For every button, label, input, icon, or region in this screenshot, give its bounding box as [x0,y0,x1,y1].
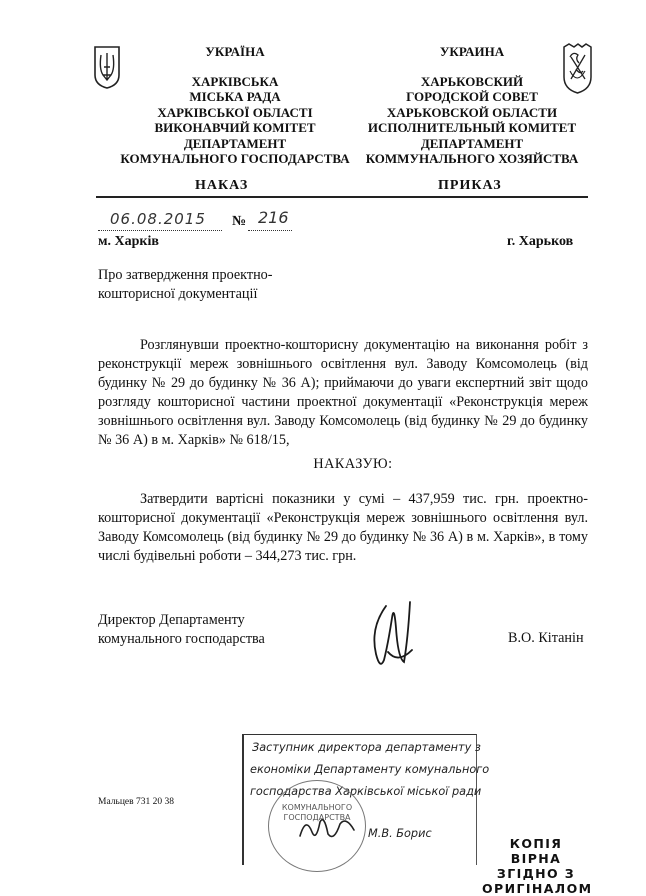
signature-position-line: Директор Департаменту [98,612,245,628]
executor-note: Мальцев 731 20 38 [98,797,174,807]
handwritten-date: 06.08.2015 [110,210,206,228]
seal-text: КОМУНАЛЬНОГО ГОСПОДАРСТВА [281,803,353,822]
number-label: № [232,214,247,229]
doc-type-ru: ПРИКАЗ [438,178,502,193]
paragraph-preamble: Розглянувши проектно-кошторисну документацію на виконання робіт з реконструкції мереж зовнішнього освітлення вул. Заводу Комсомолець (від будинку № 29 до будинку № 36 А); приймаючи до уваги експертний звіт щодо розгляду кошторисної частини проектної документації «Реконструкція мереж зовнішнього освітлення вул. Заводу Комсомолець (від будинку № 29 до будинку № 36 А) в м. Харків» № 618/15, [98,337,588,448]
stamp-signature-scribble [298,812,358,846]
paragraph-decision: Затвердити вартісні показники у сумі – 437,959 тис. грн. проектно-кошторисної документації «Реконструкція мереж зовнішнього освітлення вул. Заводу Комсомолець (від будинку № 29 до будинку № 36 А) в м. Харків», в тому числі будівельні роботи – 344,273 тис. грн. [98,491,588,564]
doc-type-ua: НАКАЗ [195,178,249,193]
header-ru-line: КОММУНАЛЬНОГО ХОЗЯЙСТВА [365,151,579,166]
header-ru-line: ГОРОДСКОЙ СОВЕТ [406,89,538,104]
header-ru-country: УКРАИНА [439,44,505,59]
signature-position-line: комунального господарства [98,631,265,647]
stamp-line: Заступник директора департаменту з [252,741,481,754]
header-ua-line: ХАРКІВСЬКА [191,73,279,89]
subject-line: Про затвердження проектно- [98,267,273,283]
subject-line: кошторисної документації [98,286,258,302]
stamp-signer: М.В. Борис [368,827,432,840]
city-ua: м. Харків [98,234,159,249]
subject [98,266,273,304]
stamp-line: господарства Харківської міської ради [250,785,482,798]
header-ru-line: ХАРЬКОВСКИЙ [420,73,524,89]
header-ru-line: ИСПОЛНИТЕЛЬНЫЙ КОМИТЕТ [367,120,577,135]
copy-mark-line: ЗГІДНО З [496,866,576,881]
copy-mark-line: КОПІЯ ВІРНА [509,836,563,866]
stamp-line: економіки Департаменту комунального [250,763,490,776]
header-ua-line: ХАРКІВСЬКОЇ ОБЛАСТІ [157,104,313,120]
number-underline [248,230,292,231]
handwritten-signature [368,598,418,680]
order-word: НАКАЗУЮ: [313,456,393,472]
header-ru [352,44,592,167]
certified-copy-mark [482,836,593,896]
header-ua-country: УКРАЇНА [205,44,265,59]
header-ua-line: МІСЬКА РАДА [189,89,281,104]
header-ua-line: КОМУНАЛЬНОГО ГОСПОДАРСТВА [120,151,350,166]
signature-position [98,611,265,649]
city-ru: г. Харьков [507,234,574,249]
header-ru-line: ДЕПАРТАМЕНТ [420,135,524,151]
copy-mark-line: ОРИГІНАЛОМ [482,881,593,896]
header-ua-line: ВИКОНАВЧИЙ КОМІТЕТ [154,120,316,135]
date-number-row [96,210,296,234]
date-underline [98,230,222,231]
signatory-name: В.О. Кітанін [508,630,584,646]
handwritten-number: 216 [258,208,289,227]
header-ua-line: ДЕПАРТАМЕНТ [183,135,287,151]
header-divider [96,196,588,198]
header-ru-line: ХАРЬКОВСКОЙ ОБЛАСТИ [386,104,558,120]
header-ua [105,44,365,167]
